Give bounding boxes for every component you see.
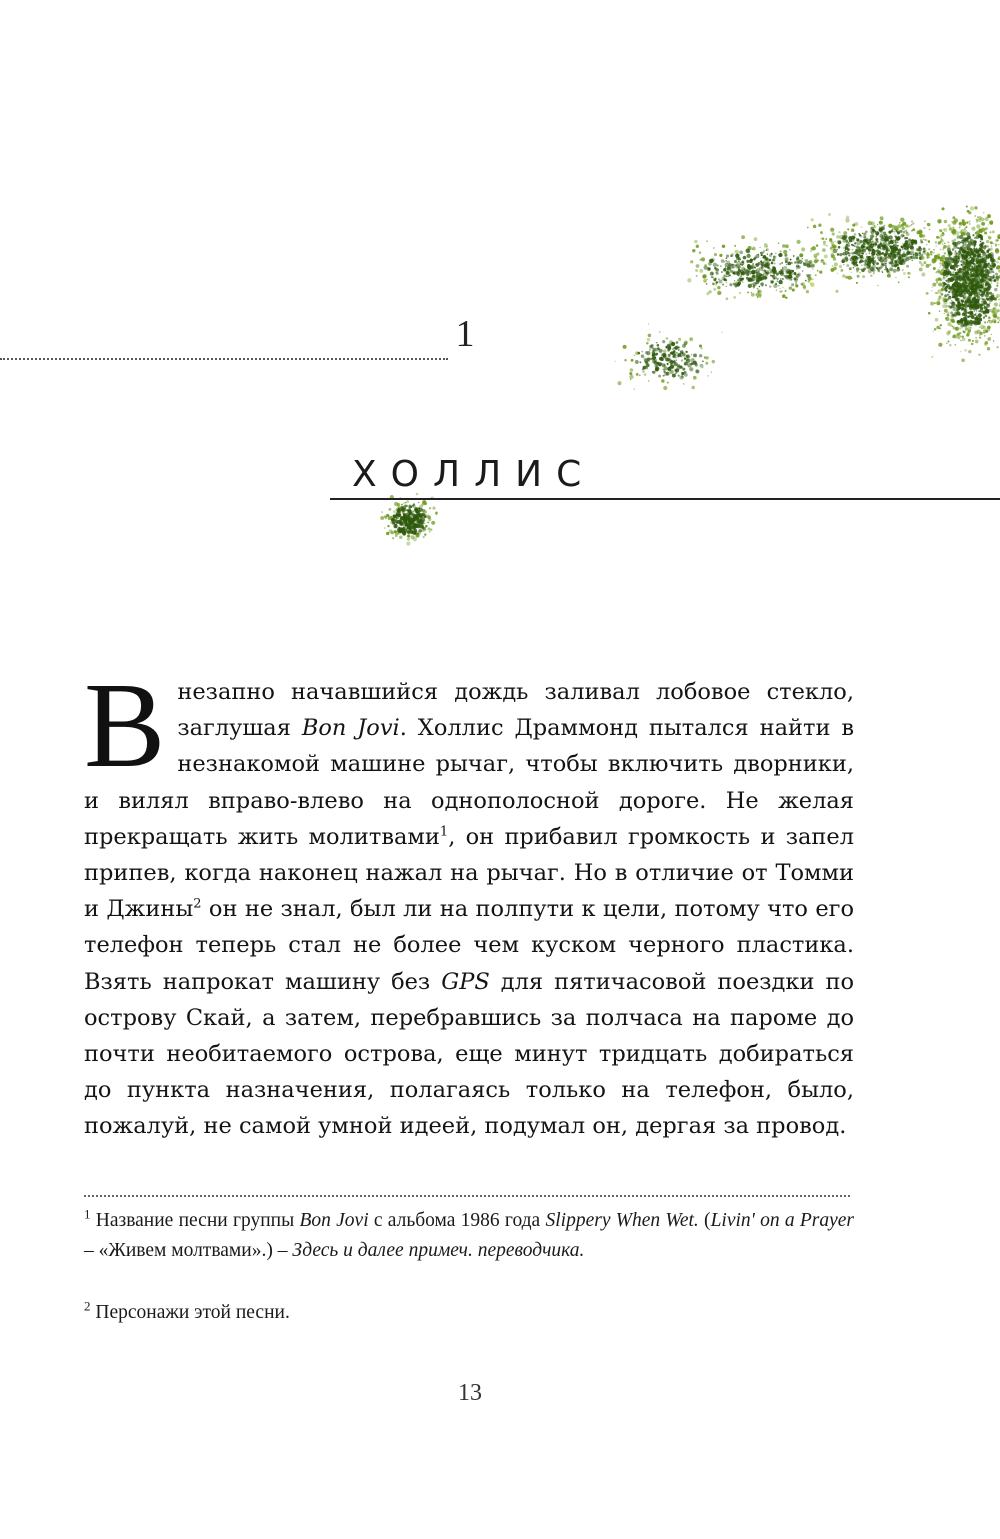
footnote-1-number: 1 [84,1206,91,1222]
footnote-text: с альбома 1986 года [368,1210,546,1231]
footnote-text: – «Живем молтвами».) – [84,1240,293,1261]
chapter-title-rule [330,498,1000,500]
text-run: для пятичасовой поездки по острову Скай, а затем, перебравшись за полчаса на пароме до почти необитаемого острова, еще минут тридцать добираться до пункта назначения, полагаясь только на телефон, было, пожалуй, не самой умной идеей, подумал он, дергая за провод. [84,968,854,1140]
drop-cap: В [84,658,166,793]
text-run: незапно начавшийся дождь заливал лобовое стекло, заглушая [177,679,854,742]
footnote-ref-1: 1 [439,824,449,840]
green-ink-splash [560,150,1000,490]
italic-gps: GPS [441,968,490,995]
footnote-italic: Livin' on a Prayer [710,1210,855,1231]
footnote-italic: Здесь и далее примеч. переводчика. [292,1240,585,1261]
chapter-number: 1 [455,313,475,355]
footnote-2-number: 2 [84,1298,91,1314]
chapter-title: ХОЛЛИС [352,454,596,495]
footnote-text: Название песни группы [90,1210,300,1231]
footnote-italic: Bon Jovi [299,1210,369,1231]
footnote-1 [84,1206,854,1266]
footnote-2 [84,1298,854,1328]
footnote-divider [84,1195,850,1197]
text-run: . Холлис Драммонд пытался найти в незнакомой машине рычаг, чтобы включить дворники, и вилял вправо-влево на однополосной дороге. Не желая прекращать жить молитвами [84,715,855,850]
page-number: 13 [458,1380,482,1406]
italic-band-name: Bon Jovi [301,715,400,742]
text-run: , он прибавил громкость и запел припев, когда наконец нажал на рычаг. Но в отличие от Томми и Джины [84,823,854,923]
footnote-italic: Slippery When Wet. [545,1210,699,1231]
footnote-text: Персонажи этой песни. [90,1302,290,1323]
body-paragraph [84,658,855,1145]
dotted-divider-top [0,358,448,360]
text-run: он не знал, был ли на полпути к цели, потому что его телефон теперь стал не более чем куском черного пластика. Взять напрокат машину без [84,896,854,995]
footnote-ref-2: 2 [193,896,202,912]
footnote-text: ( [698,1210,711,1231]
